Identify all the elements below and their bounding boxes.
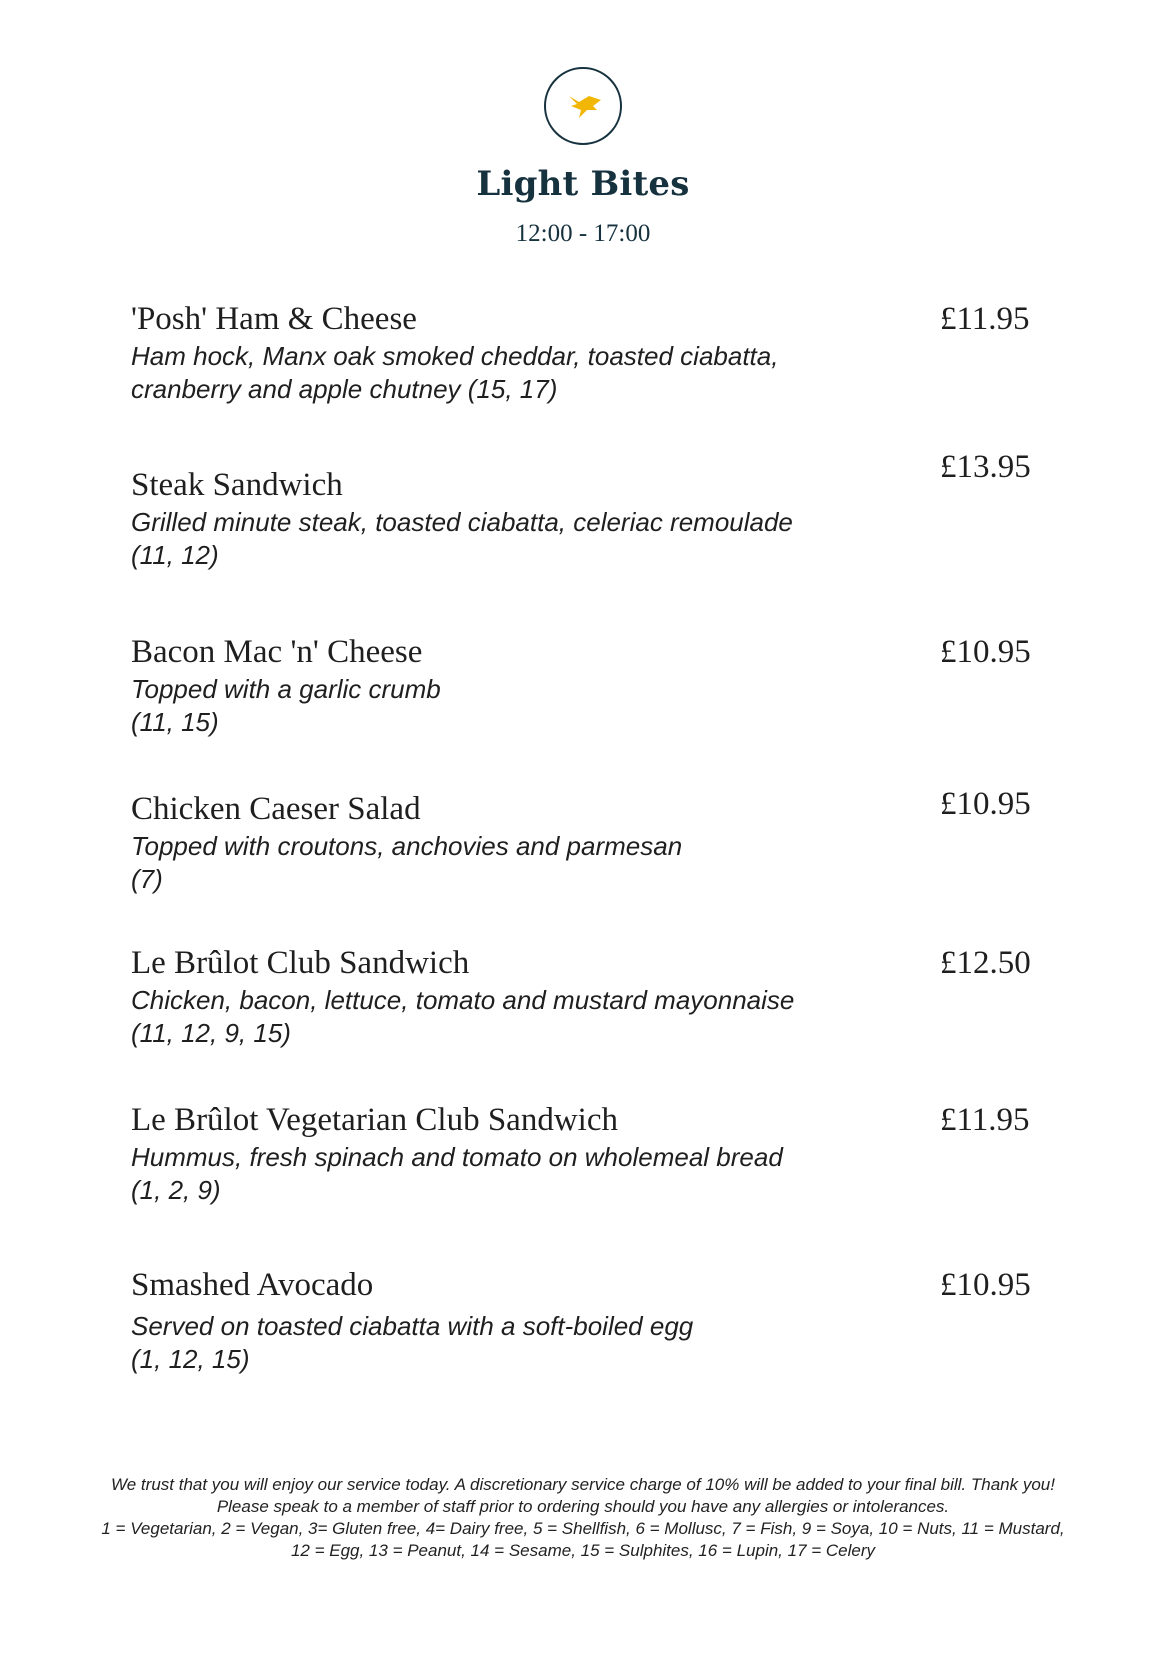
item-description-line: Served on toasted ciabatta with a soft-boiled egg [131,1311,694,1341]
item-description-line: (7) [131,864,163,894]
item-price: £12.50 [940,945,1031,981]
item-name: Bacon Mac 'n' Cheese [131,634,423,670]
item-description [131,673,831,739]
item-description-line: (11, 15) [131,707,219,737]
item-description [131,1141,831,1207]
item-price: £10.95 [940,786,1031,822]
item-description [131,506,831,572]
item-description [131,340,831,406]
footer-notes [0,1474,1166,1562]
item-price: £10.95 [940,1267,1031,1303]
item-name: Le Brûlot Club Sandwich [131,945,470,981]
allergen-key: 1 = Vegetarian, 2 = Vegan, 3= Gluten free, 4= Dairy free, 5 = Shellfish, 6 = Mollusc, 7 = Fish, 9 = Soya, 10 = Nuts, 11 = Mustard, [101,1519,1065,1538]
item-description-line: cranberry and apple chutney (15, 17) [131,374,558,404]
item-description [131,1310,831,1376]
service-hours: 12:00 - 17:00 [515,220,651,247]
allergen-key: 12 = Egg, 13 = Peanut, 14 = Sesame, 15 = Sulphites, 16 = Lupin, 17 = Celery [290,1541,876,1560]
item-name: Smashed Avocado [131,1267,374,1303]
item-name: Le Brûlot Vegetarian Club Sandwich [131,1102,618,1138]
item-description-line: Grilled minute steak, toasted ciabatta, celeriac remoulade [131,507,793,537]
menu-item [131,1101,1031,1207]
page-title: Light Bites [476,164,690,204]
service-charge-note: We trust that you will enjoy our service today. A discretionary service charge of 10% will be added to your final bill. Thank you! [111,1475,1055,1494]
item-price: £11.95 [940,301,1030,337]
item-description-line: (11, 12) [131,540,219,570]
item-price: £10.95 [940,634,1031,670]
item-description-line: (11, 12, 9, 15) [131,1018,291,1048]
allergy-note: Please speak to a member of staff prior to ordering should you have any allergies or intolerances. [216,1497,950,1516]
item-description-line: Topped with a garlic crumb [131,674,441,704]
item-name: Steak Sandwich [131,467,343,503]
item-description-line: Hummus, fresh spinach and tomato on wholemeal bread [131,1142,783,1172]
menu-item [131,466,1031,572]
menu-item [131,1266,1031,1376]
item-description-line: Ham hock, Manx oak smoked cheddar, toasted ciabatta, [131,341,779,371]
item-price: £11.95 [940,1102,1030,1138]
menu-item [131,944,1031,1050]
item-description [131,984,831,1050]
menu-item [131,633,1031,739]
item-description-line: (1, 12, 15) [131,1344,250,1374]
item-price: £13.95 [940,449,1031,485]
item-description-line: Topped with croutons, anchovies and parmesan [131,831,683,861]
menu-item [131,790,1031,896]
item-description-line: (1, 2, 9) [131,1175,221,1205]
item-description-line: Chicken, bacon, lettuce, tomato and mustard mayonnaise [131,985,795,1015]
menu-item [131,300,1031,406]
item-description [131,830,831,896]
item-name: Chicken Caeser Salad [131,791,421,827]
bird-icon [543,66,623,146]
item-name: 'Posh' Ham & Cheese [131,301,417,337]
